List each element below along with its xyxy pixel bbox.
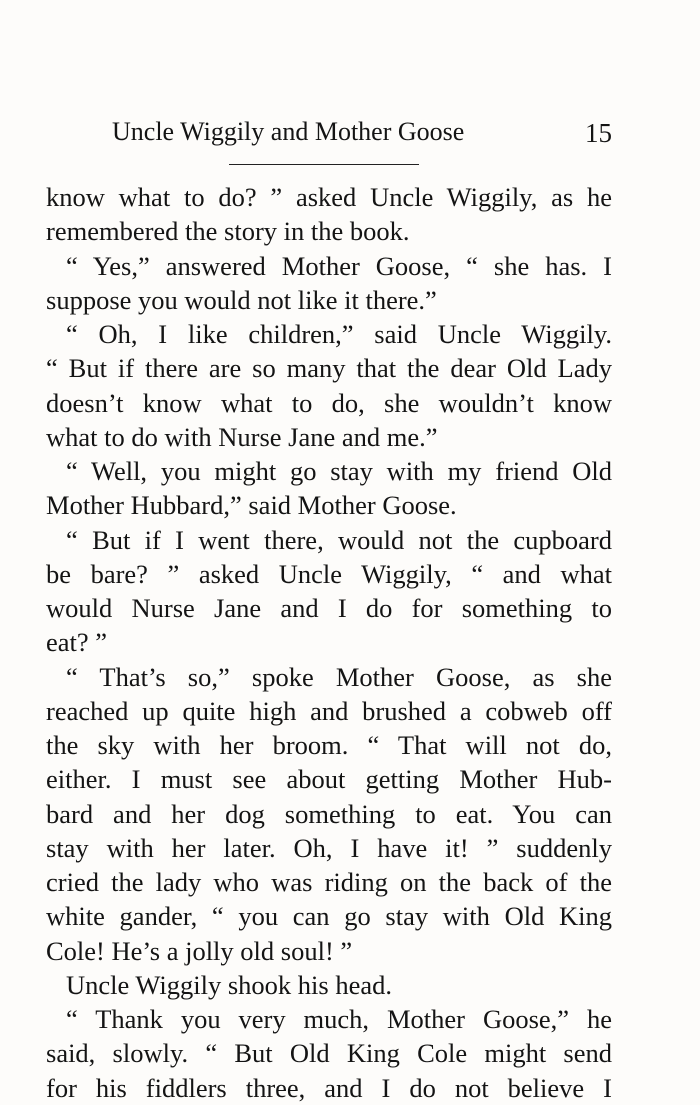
text-line: “ Well, you might go stay with my friend Old xyxy=(66,456,612,486)
text-line: what to do with Nurse Jane and me.” xyxy=(46,421,438,452)
text-line: Cole! He’s a jolly old soul! ” xyxy=(46,935,353,966)
text-line: remembered the story in the book. xyxy=(46,216,410,247)
text-line: “ That’s so,” spoke Mother Goose, as she xyxy=(66,661,612,692)
page-number: 15 xyxy=(585,118,612,148)
text-line: Mother Hubbard,” said Mother Goose. xyxy=(46,490,457,521)
text-line: reached up quite high and brushed a cobweb off xyxy=(46,695,612,726)
running-head xyxy=(46,114,612,150)
text-line: “ But if I went there, would not the cupboard xyxy=(66,524,612,555)
text-line: “ Thank you very much, Mother Goose,” he xyxy=(66,1004,612,1034)
text-line: either. I must see about getting Mother Hub- xyxy=(46,764,612,795)
text-line: “ Yes,” answered Mother Goose, “ she has. I xyxy=(66,250,612,281)
text-line: would Nurse Jane and I do for something to xyxy=(46,593,612,623)
text-line: said, slowly. “ But Old King Cole might send xyxy=(46,1038,612,1069)
text-line: “ Oh, I like children,” said Uncle Wiggily. xyxy=(66,319,612,349)
text-line: stay with her later. Oh, I have it! ” suddenly xyxy=(46,832,612,863)
text-line: cried the lady who was riding on the back of the xyxy=(46,867,612,897)
header-rule xyxy=(229,164,419,165)
running-title: Uncle Wiggily and Mother Goose xyxy=(112,117,465,146)
text-line: Uncle Wiggily shook his head. xyxy=(66,969,392,1000)
text-line: the sky with her broom. “ That will not do, xyxy=(46,730,612,760)
text-line: white gander, “ you can go stay with Old King xyxy=(46,901,612,932)
text-line: doesn’t know what to do, she wouldn’t know xyxy=(46,387,612,418)
text-line: “ But if there are so many that the dear Old Lady xyxy=(46,353,612,384)
text-line: know what to do? ” asked Uncle Wiggily, as he xyxy=(46,182,612,212)
text-line: be bare? ” asked Uncle Wiggily, “ and what xyxy=(46,558,612,589)
text-line: for his fiddlers three, and I do not believe I xyxy=(46,1072,612,1103)
text-line: suppose you would not like it there.” xyxy=(46,284,437,315)
body-text xyxy=(46,180,612,1105)
text-line: bard and her dog something to eat. You can xyxy=(46,798,612,829)
text-line: eat? ” xyxy=(46,627,108,658)
